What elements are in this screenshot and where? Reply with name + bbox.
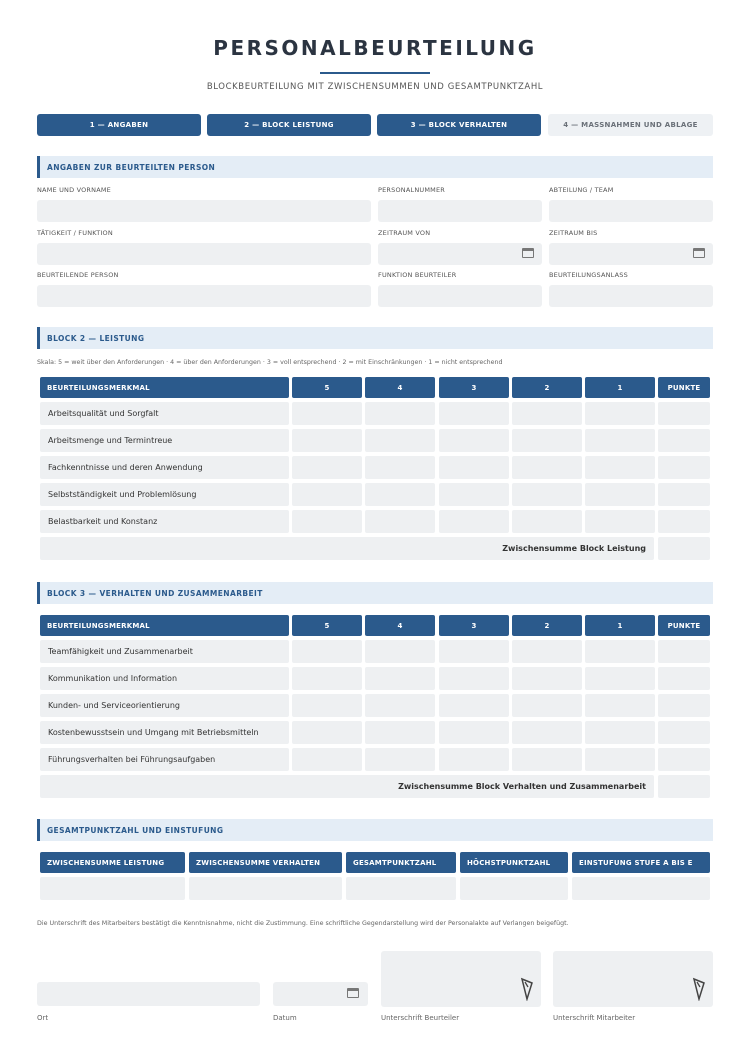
zwischensumme-verhalten-field[interactable] <box>189 877 342 900</box>
rating-cell-3[interactable] <box>439 694 509 717</box>
rating-cell-1[interactable] <box>585 483 655 506</box>
rating-cell-4[interactable] <box>365 640 435 663</box>
label-zeitraum-von: ZEITRAUM VON <box>378 229 431 237</box>
criterion-label: Kommunikation und Information <box>40 667 289 690</box>
label-zeitraum-bis: ZEITRAUM BIS <box>549 229 598 237</box>
rating-cell-4[interactable] <box>365 402 435 425</box>
rating-cell-1[interactable] <box>585 402 655 425</box>
points-cell[interactable] <box>658 667 710 690</box>
criterion-label: Teamfähigkeit und Zusammenarbeit <box>40 640 289 663</box>
points-cell[interactable] <box>658 694 710 717</box>
col-punkte: PUNKTE <box>658 615 710 636</box>
label-unterschrift-mitarbeiter: Unterschrift Mitarbeiter <box>553 1014 636 1022</box>
col-2: 2 <box>512 377 582 398</box>
rating-cell-5[interactable] <box>292 483 362 506</box>
rating-cell-2[interactable] <box>512 721 582 744</box>
rating-cell-4[interactable] <box>365 694 435 717</box>
personalnummer-field[interactable] <box>378 200 542 222</box>
rating-cell-5[interactable] <box>292 721 362 744</box>
rating-cell-2[interactable] <box>512 402 582 425</box>
pen-nib-icon <box>520 977 534 1001</box>
section-block-verhalten: BLOCK 3 — VERHALTEN UND ZUSAMMENARBEIT <box>37 582 713 604</box>
rating-cell-2[interactable] <box>512 640 582 663</box>
label-abteilung: ABTEILUNG / TEAM <box>549 186 614 194</box>
zeitraum-bis-field[interactable] <box>549 243 713 265</box>
criterion-label: Selbstständigkeit und Problemlösung <box>40 483 289 506</box>
rating-cell-4[interactable] <box>365 748 435 771</box>
signature-beurteiler-field[interactable] <box>381 951 541 1007</box>
ort-field[interactable] <box>37 982 260 1006</box>
col-4: 4 <box>365 615 435 636</box>
rating-cell-2[interactable] <box>512 483 582 506</box>
points-cell[interactable] <box>658 640 710 663</box>
rating-cell-2[interactable] <box>512 510 582 533</box>
criterion-label: Kunden- und Serviceorientierung <box>40 694 289 717</box>
section-block-leistung: BLOCK 2 — LEISTUNG <box>37 327 713 349</box>
col-1: 1 <box>585 615 655 636</box>
col-5: 5 <box>292 377 362 398</box>
calendar-icon[interactable] <box>522 248 534 258</box>
col-3: 3 <box>439 615 509 636</box>
hoechstpunktzahl-field[interactable] <box>460 877 568 900</box>
abteilung-field[interactable] <box>549 200 713 222</box>
step-2-block-leistung[interactable]: 2 — BLOCK LEISTUNG <box>207 114 371 136</box>
rating-cell-4[interactable] <box>365 429 435 452</box>
step-1-angaben[interactable]: 1 — ANGABEN <box>37 114 201 136</box>
zwischensumme-leistung-field[interactable] <box>40 877 185 900</box>
einstufung-field[interactable] <box>572 877 710 900</box>
col-einstufung: EINSTUFUNG STUFE A BIS E <box>572 852 710 873</box>
rating-cell-5[interactable] <box>292 510 362 533</box>
rating-cell-2[interactable] <box>512 694 582 717</box>
criterion-label: Arbeitsqualität und Sorgfalt <box>40 402 289 425</box>
gesamtpunktzahl-field[interactable] <box>346 877 456 900</box>
col-gesamtpunktzahl: GESAMTPUNKTZAHL <box>346 852 456 873</box>
col-beurteilungsmerkmal: BEURTEILUNGSMERKMAL <box>40 615 289 636</box>
rating-cell-1[interactable] <box>585 721 655 744</box>
col-beurteilungsmerkmal: BEURTEILUNGSMERKMAL <box>40 377 289 398</box>
label-unterschrift-beurteiler: Unterschrift Beurteiler <box>381 1014 460 1022</box>
rating-cell-1[interactable] <box>585 748 655 771</box>
pen-nib-icon <box>692 977 706 1001</box>
scale-legend: Skala: 5 = weit über den Anforderungen · 4 = über den Anforderungen · 3 = voll entsprechend · 2 = mit Einschränkungen · 1 = nicht entsprechend <box>37 359 503 366</box>
criterion-label: Kostenbewusstsein und Umgang mit Betriebsmitteln <box>40 721 289 744</box>
points-cell[interactable] <box>658 483 710 506</box>
col-5: 5 <box>292 615 362 636</box>
rating-cell-3[interactable] <box>439 483 509 506</box>
rating-cell-5[interactable] <box>292 402 362 425</box>
rating-cell-3[interactable] <box>439 510 509 533</box>
rating-cell-1[interactable] <box>585 694 655 717</box>
points-cell[interactable] <box>658 748 710 771</box>
rating-cell-2[interactable] <box>512 456 582 479</box>
label-funktion-beurteiler: FUNKTION BEURTEILER <box>378 271 457 279</box>
points-cell[interactable] <box>658 429 710 452</box>
rating-cell-4[interactable] <box>365 456 435 479</box>
label-beurteilende: BEURTEILENDE PERSON <box>37 271 119 279</box>
page-title: PERSONALBEURTEILUNG <box>213 36 537 60</box>
col-hoechstpunktzahl: HÖCHSTPUNKTZAHL <box>460 852 568 873</box>
rating-cell-5[interactable] <box>292 456 362 479</box>
col-zwischensumme-leistung: ZWISCHENSUMME LEISTUNG <box>40 852 185 873</box>
beurteilende-field[interactable] <box>37 285 371 307</box>
label-taetigkeit: TÄTIGKEIT / FUNKTION <box>37 229 113 237</box>
subtotal-points-cell[interactable] <box>658 775 710 798</box>
criterion-label: Fachkenntnisse und deren Anwendung <box>40 456 289 479</box>
rating-cell-1[interactable] <box>585 640 655 663</box>
rating-cell-3[interactable] <box>439 721 509 744</box>
page-subtitle: BLOCKBEURTEILUNG MIT ZWISCHENSUMMEN UND GESAMTPUNKTZAHL <box>206 82 544 92</box>
rating-cell-5[interactable] <box>292 694 362 717</box>
rating-cell-1[interactable] <box>585 667 655 690</box>
taetigkeit-field[interactable] <box>37 243 371 265</box>
rating-cell-1[interactable] <box>585 456 655 479</box>
rating-cell-2[interactable] <box>512 748 582 771</box>
criterion-label: Belastbarkeit und Konstanz <box>40 510 289 533</box>
subtotal-label: Zwischensumme Block Leistung <box>40 537 654 560</box>
label-name: NAME UND VORNAME <box>37 186 111 194</box>
col-2: 2 <box>512 615 582 636</box>
rating-cell-4[interactable] <box>365 721 435 744</box>
rating-cell-3[interactable] <box>439 429 509 452</box>
title-rule <box>320 72 430 74</box>
criterion-label: Führungsverhalten bei Führungsaufgaben <box>40 748 289 771</box>
step-4-massnahmen[interactable]: 4 — MASSNAHMEN UND ABLAGE <box>548 114 713 136</box>
rating-cell-3[interactable] <box>439 667 509 690</box>
label-personalnummer: PERSONALNUMMER <box>378 186 445 194</box>
zeitraum-von-field[interactable] <box>378 243 542 265</box>
col-zwischensumme-verhalten: ZWISCHENSUMME VERHALTEN <box>189 852 342 873</box>
section-gesamtpunktzahl: GESAMTPUNKTZAHL UND EINSTUFUNG <box>37 819 713 841</box>
rating-cell-3[interactable] <box>439 402 509 425</box>
points-cell[interactable] <box>658 402 710 425</box>
rating-cell-2[interactable] <box>512 667 582 690</box>
rating-cell-4[interactable] <box>365 667 435 690</box>
section-angaben: ANGABEN ZUR BEURTEILTEN PERSON <box>37 156 713 178</box>
label-anlass: BEURTEILUNGSANLASS <box>549 271 628 279</box>
rating-cell-5[interactable] <box>292 667 362 690</box>
rating-cell-1[interactable] <box>585 429 655 452</box>
rating-cell-2[interactable] <box>512 429 582 452</box>
subtotal-points-cell[interactable] <box>658 537 710 560</box>
rating-cell-3[interactable] <box>439 640 509 663</box>
col-4: 4 <box>365 377 435 398</box>
signature-mitarbeiter-field[interactable] <box>553 951 713 1007</box>
anlass-field[interactable] <box>549 285 713 307</box>
col-punkte: PUNKTE <box>658 377 710 398</box>
rating-cell-5[interactable] <box>292 429 362 452</box>
criterion-label: Arbeitsmenge und Termintreue <box>40 429 289 452</box>
col-3: 3 <box>439 377 509 398</box>
points-cell[interactable] <box>658 721 710 744</box>
rating-cell-3[interactable] <box>439 456 509 479</box>
label-datum: Datum <box>273 1014 297 1022</box>
step-3-block-verhalten[interactable]: 3 — BLOCK VERHALTEN <box>377 114 541 136</box>
col-1: 1 <box>585 377 655 398</box>
name-field[interactable] <box>37 200 371 222</box>
rating-cell-5[interactable] <box>292 748 362 771</box>
funktion-beurteiler-field[interactable] <box>378 285 542 307</box>
rating-cell-3[interactable] <box>439 748 509 771</box>
rating-cell-4[interactable] <box>365 483 435 506</box>
calendar-icon[interactable] <box>347 988 359 998</box>
points-cell[interactable] <box>658 456 710 479</box>
footer-note: Die Unterschrift des Mitarbeiters bestätigt die Kenntnisnahme, nicht die Zustimmung. Eine schriftliche Gegendarstellung wird der Personalakte auf Verlangen beigefügt. <box>37 920 569 927</box>
points-cell[interactable] <box>658 510 710 533</box>
rating-cell-5[interactable] <box>292 640 362 663</box>
subtotal-label: Zwischensumme Block Verhalten und Zusammenarbeit <box>40 775 654 798</box>
label-ort: Ort <box>37 1014 49 1022</box>
calendar-icon[interactable] <box>693 248 705 258</box>
rating-cell-4[interactable] <box>365 510 435 533</box>
rating-cell-1[interactable] <box>585 510 655 533</box>
